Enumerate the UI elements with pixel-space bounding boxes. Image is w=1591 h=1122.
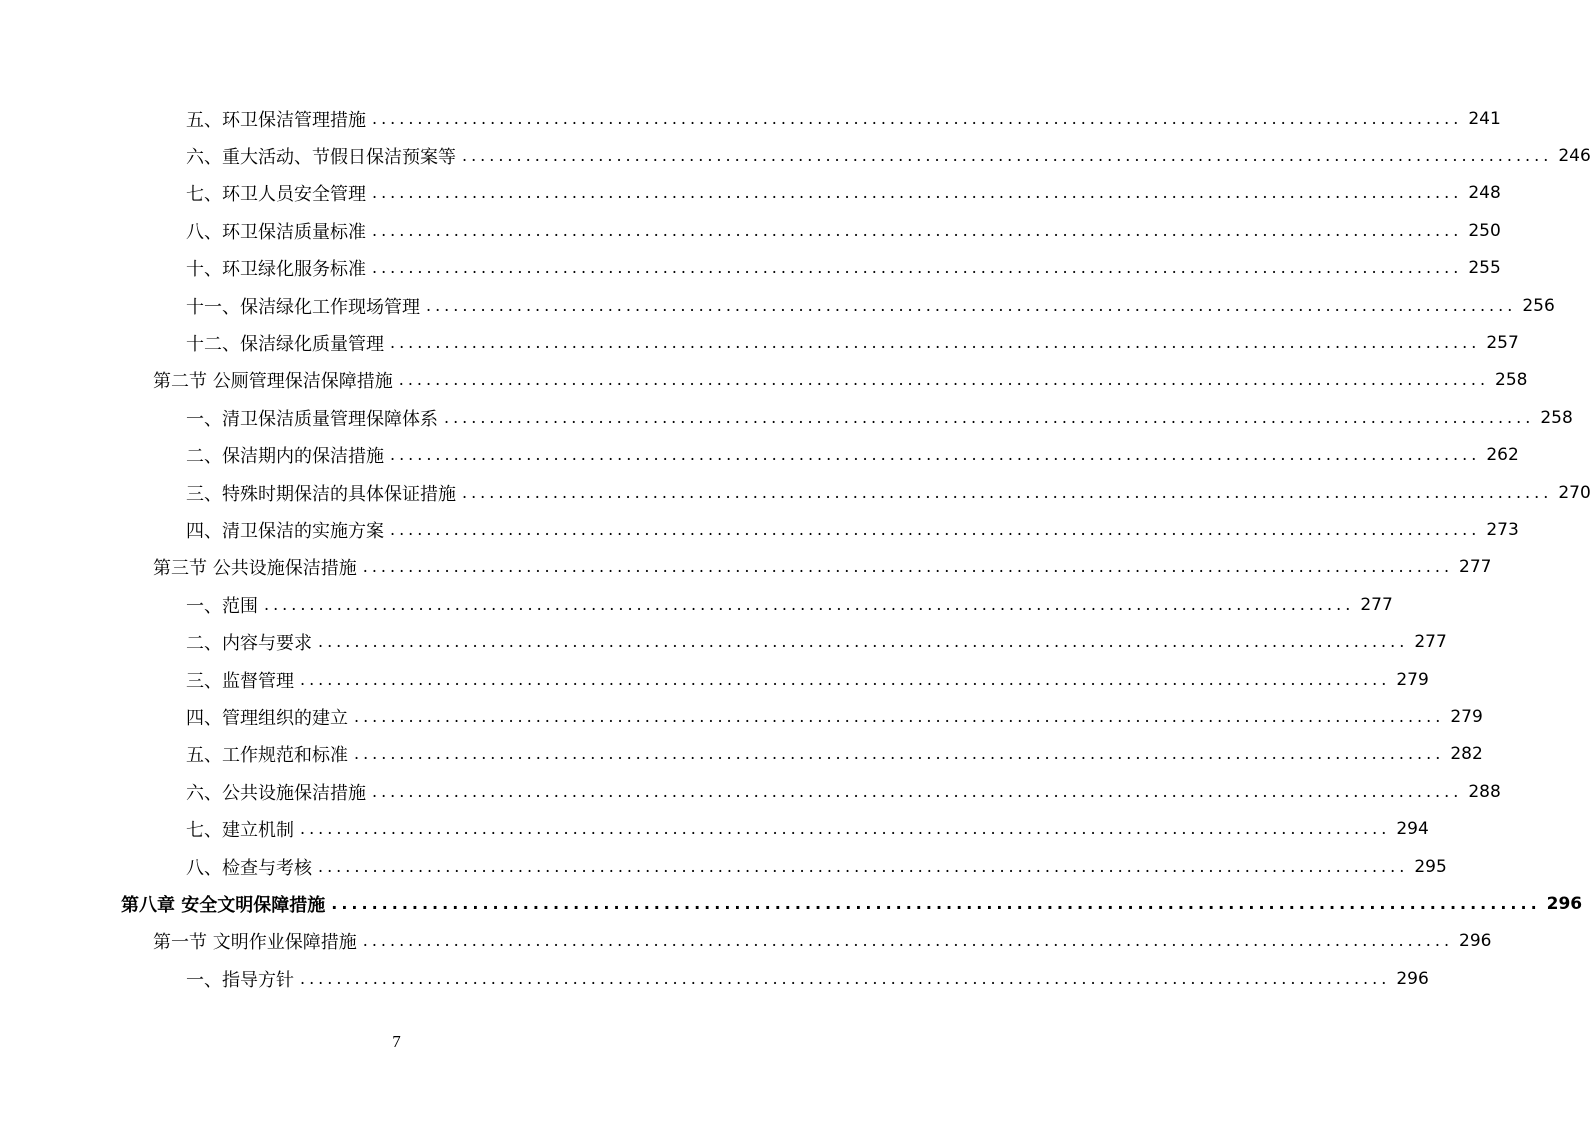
toc-entry-label: 第一节 文明作业保障措施 <box>153 932 357 954</box>
toc-entry-page: 258 <box>1540 407 1573 428</box>
toc-entry-label: 第二节 公厕管理保洁保障措施 <box>153 371 393 393</box>
toc-entry-label: 四、管理组织的建立 <box>186 707 348 729</box>
toc-entry <box>186 661 1429 698</box>
toc-entry-label: 一、清卫保洁质量管理保障体系 <box>186 408 438 430</box>
toc-entry-label: 一、指导方针 <box>186 969 294 991</box>
toc-entry <box>186 811 1429 848</box>
toc-dot-leader: ........................................................................................................................ <box>462 482 1553 502</box>
toc-entry-page: 273 <box>1486 519 1519 540</box>
toc-entry <box>186 511 1519 548</box>
toc-dot-leader: ........................................................................................................................ <box>372 108 1463 128</box>
toc-dot-leader: ........................................................................................................................ <box>444 407 1535 427</box>
toc-dot-leader: ........................................................................................................................ <box>462 145 1553 165</box>
toc-dot-leader: ........................................................................................................................ <box>390 445 1481 465</box>
toc-entry-page: 277 <box>1360 594 1393 615</box>
toc-entry-page: 248 <box>1468 183 1501 204</box>
toc-entry <box>186 100 1501 137</box>
toc-entry-page: 295 <box>1414 856 1447 877</box>
toc-entry <box>186 698 1483 735</box>
toc-entry <box>186 474 1591 511</box>
toc-dot-leader: ........................................................................................................................ <box>318 856 1409 876</box>
toc-entry-page: 296 <box>1546 893 1583 914</box>
toc-entry-page: 255 <box>1468 258 1501 279</box>
toc-entry <box>121 885 1583 922</box>
toc-entry-page: 279 <box>1450 706 1483 727</box>
toc-entry-page: 257 <box>1486 332 1519 353</box>
toc-entry <box>186 399 1573 436</box>
toc-entry <box>186 287 1555 324</box>
toc-entry-label: 五、环卫保洁管理措施 <box>186 109 366 131</box>
toc-dot-leader: ........................................................................................................................ <box>372 183 1463 203</box>
toc-entry <box>186 137 1591 174</box>
toc-entry <box>186 586 1393 623</box>
toc-dot-leader: ........................................................................................................................ <box>426 295 1517 315</box>
toc-dot-leader: ........................................................................................................................ <box>318 632 1409 652</box>
toc-entry-label: 七、环卫人员安全管理 <box>186 184 366 206</box>
toc-entry <box>153 923 1492 960</box>
toc-entry <box>186 250 1501 287</box>
toc-entry-label: 二、保洁期内的保洁措施 <box>186 446 384 468</box>
toc-entry-page: 279 <box>1396 669 1429 690</box>
toc-entry <box>186 624 1447 661</box>
toc-entry-page: 270 <box>1558 482 1591 503</box>
toc-entry <box>186 212 1501 249</box>
toc-entry-page: 296 <box>1459 931 1492 952</box>
toc-entry-page: 277 <box>1459 557 1492 578</box>
toc-entry-label: 第八章 安全文明保障措施 <box>121 894 326 916</box>
toc-entry-page: 250 <box>1468 220 1501 241</box>
toc-entry-label: 三、监督管理 <box>186 670 294 692</box>
page-number: 7 <box>392 1032 401 1051</box>
toc-dot-leader: ........................................................................................................................ <box>362 931 1454 951</box>
toc-entry <box>186 324 1519 361</box>
toc-dot-leader: ........................................................................................................................ <box>398 370 1490 390</box>
toc-dot-leader: ........................................................................................................................ <box>264 594 1355 614</box>
toc-dot-leader: ........................................................................................................................ <box>372 220 1463 240</box>
toc-entry-label: 四、清卫保洁的实施方案 <box>186 520 384 542</box>
toc-dot-leader: ........................................................................................................................ <box>354 744 1445 764</box>
toc-dot-leader: ........................................................................................................................ <box>390 519 1481 539</box>
toc-entry-page: 282 <box>1450 744 1483 765</box>
toc-entry <box>186 848 1447 885</box>
toc-entry-label: 十二、保洁绿化质量管理 <box>186 333 384 355</box>
toc-dot-leader: ........................................................................................................................ <box>362 557 1454 577</box>
toc-dot-leader: ........................................................................................................................ <box>354 706 1445 726</box>
toc-entry <box>186 773 1501 810</box>
toc-entry-page: 277 <box>1414 632 1447 653</box>
toc-entry <box>153 362 1528 399</box>
toc-entry-label: 六、公共设施保洁措施 <box>186 782 366 804</box>
toc-dot-leader: ........................................................................................................................ <box>300 968 1391 988</box>
toc-entry-page: 288 <box>1468 781 1501 802</box>
toc-entry <box>186 736 1483 773</box>
toc-entry-label: 十、环卫绿化服务标准 <box>186 259 366 281</box>
toc-entry-label: 五、工作规范和标准 <box>186 745 348 767</box>
toc-entry-page: 246 <box>1558 145 1591 166</box>
toc-entry-label: 八、环卫保洁质量标准 <box>186 221 366 243</box>
toc-entry <box>186 175 1501 212</box>
toc-dot-leader: ........................................................................................................................ <box>300 819 1391 839</box>
toc-entry <box>186 960 1429 997</box>
toc-entry-page: 296 <box>1396 968 1429 989</box>
toc-dot-leader: ........................................................................................................................ <box>300 669 1391 689</box>
toc-entry-label: 三、特殊时期保洁的具体保证措施 <box>186 483 456 505</box>
toc-dot-leader: ........................................................................................................................ <box>372 781 1463 801</box>
toc-entry-page: 294 <box>1396 819 1429 840</box>
toc-dot-leader: ........................................................................................................................ <box>331 893 1541 913</box>
toc-entry-page: 241 <box>1468 108 1501 129</box>
toc-entry-page: 256 <box>1522 295 1555 316</box>
toc-entry-label: 二、内容与要求 <box>186 633 312 655</box>
toc-entry <box>186 437 1519 474</box>
toc-entry-label: 第三节 公共设施保洁措施 <box>153 558 357 580</box>
toc-dot-leader: ........................................................................................................................ <box>372 258 1463 278</box>
toc-entry-page: 258 <box>1495 370 1528 391</box>
toc-entry-label: 七、建立机制 <box>186 820 294 842</box>
toc-entry-page: 262 <box>1486 445 1519 466</box>
toc-entry-label: 十一、保洁绿化工作现场管理 <box>186 296 420 318</box>
toc-entry-label: 六、重大活动、节假日保洁预案等 <box>186 146 456 168</box>
toc-entry <box>153 549 1492 586</box>
toc-dot-leader: ........................................................................................................................ <box>390 332 1481 352</box>
toc-entry-label: 一、范围 <box>186 595 258 617</box>
toc-entry-label: 八、检查与考核 <box>186 857 312 879</box>
